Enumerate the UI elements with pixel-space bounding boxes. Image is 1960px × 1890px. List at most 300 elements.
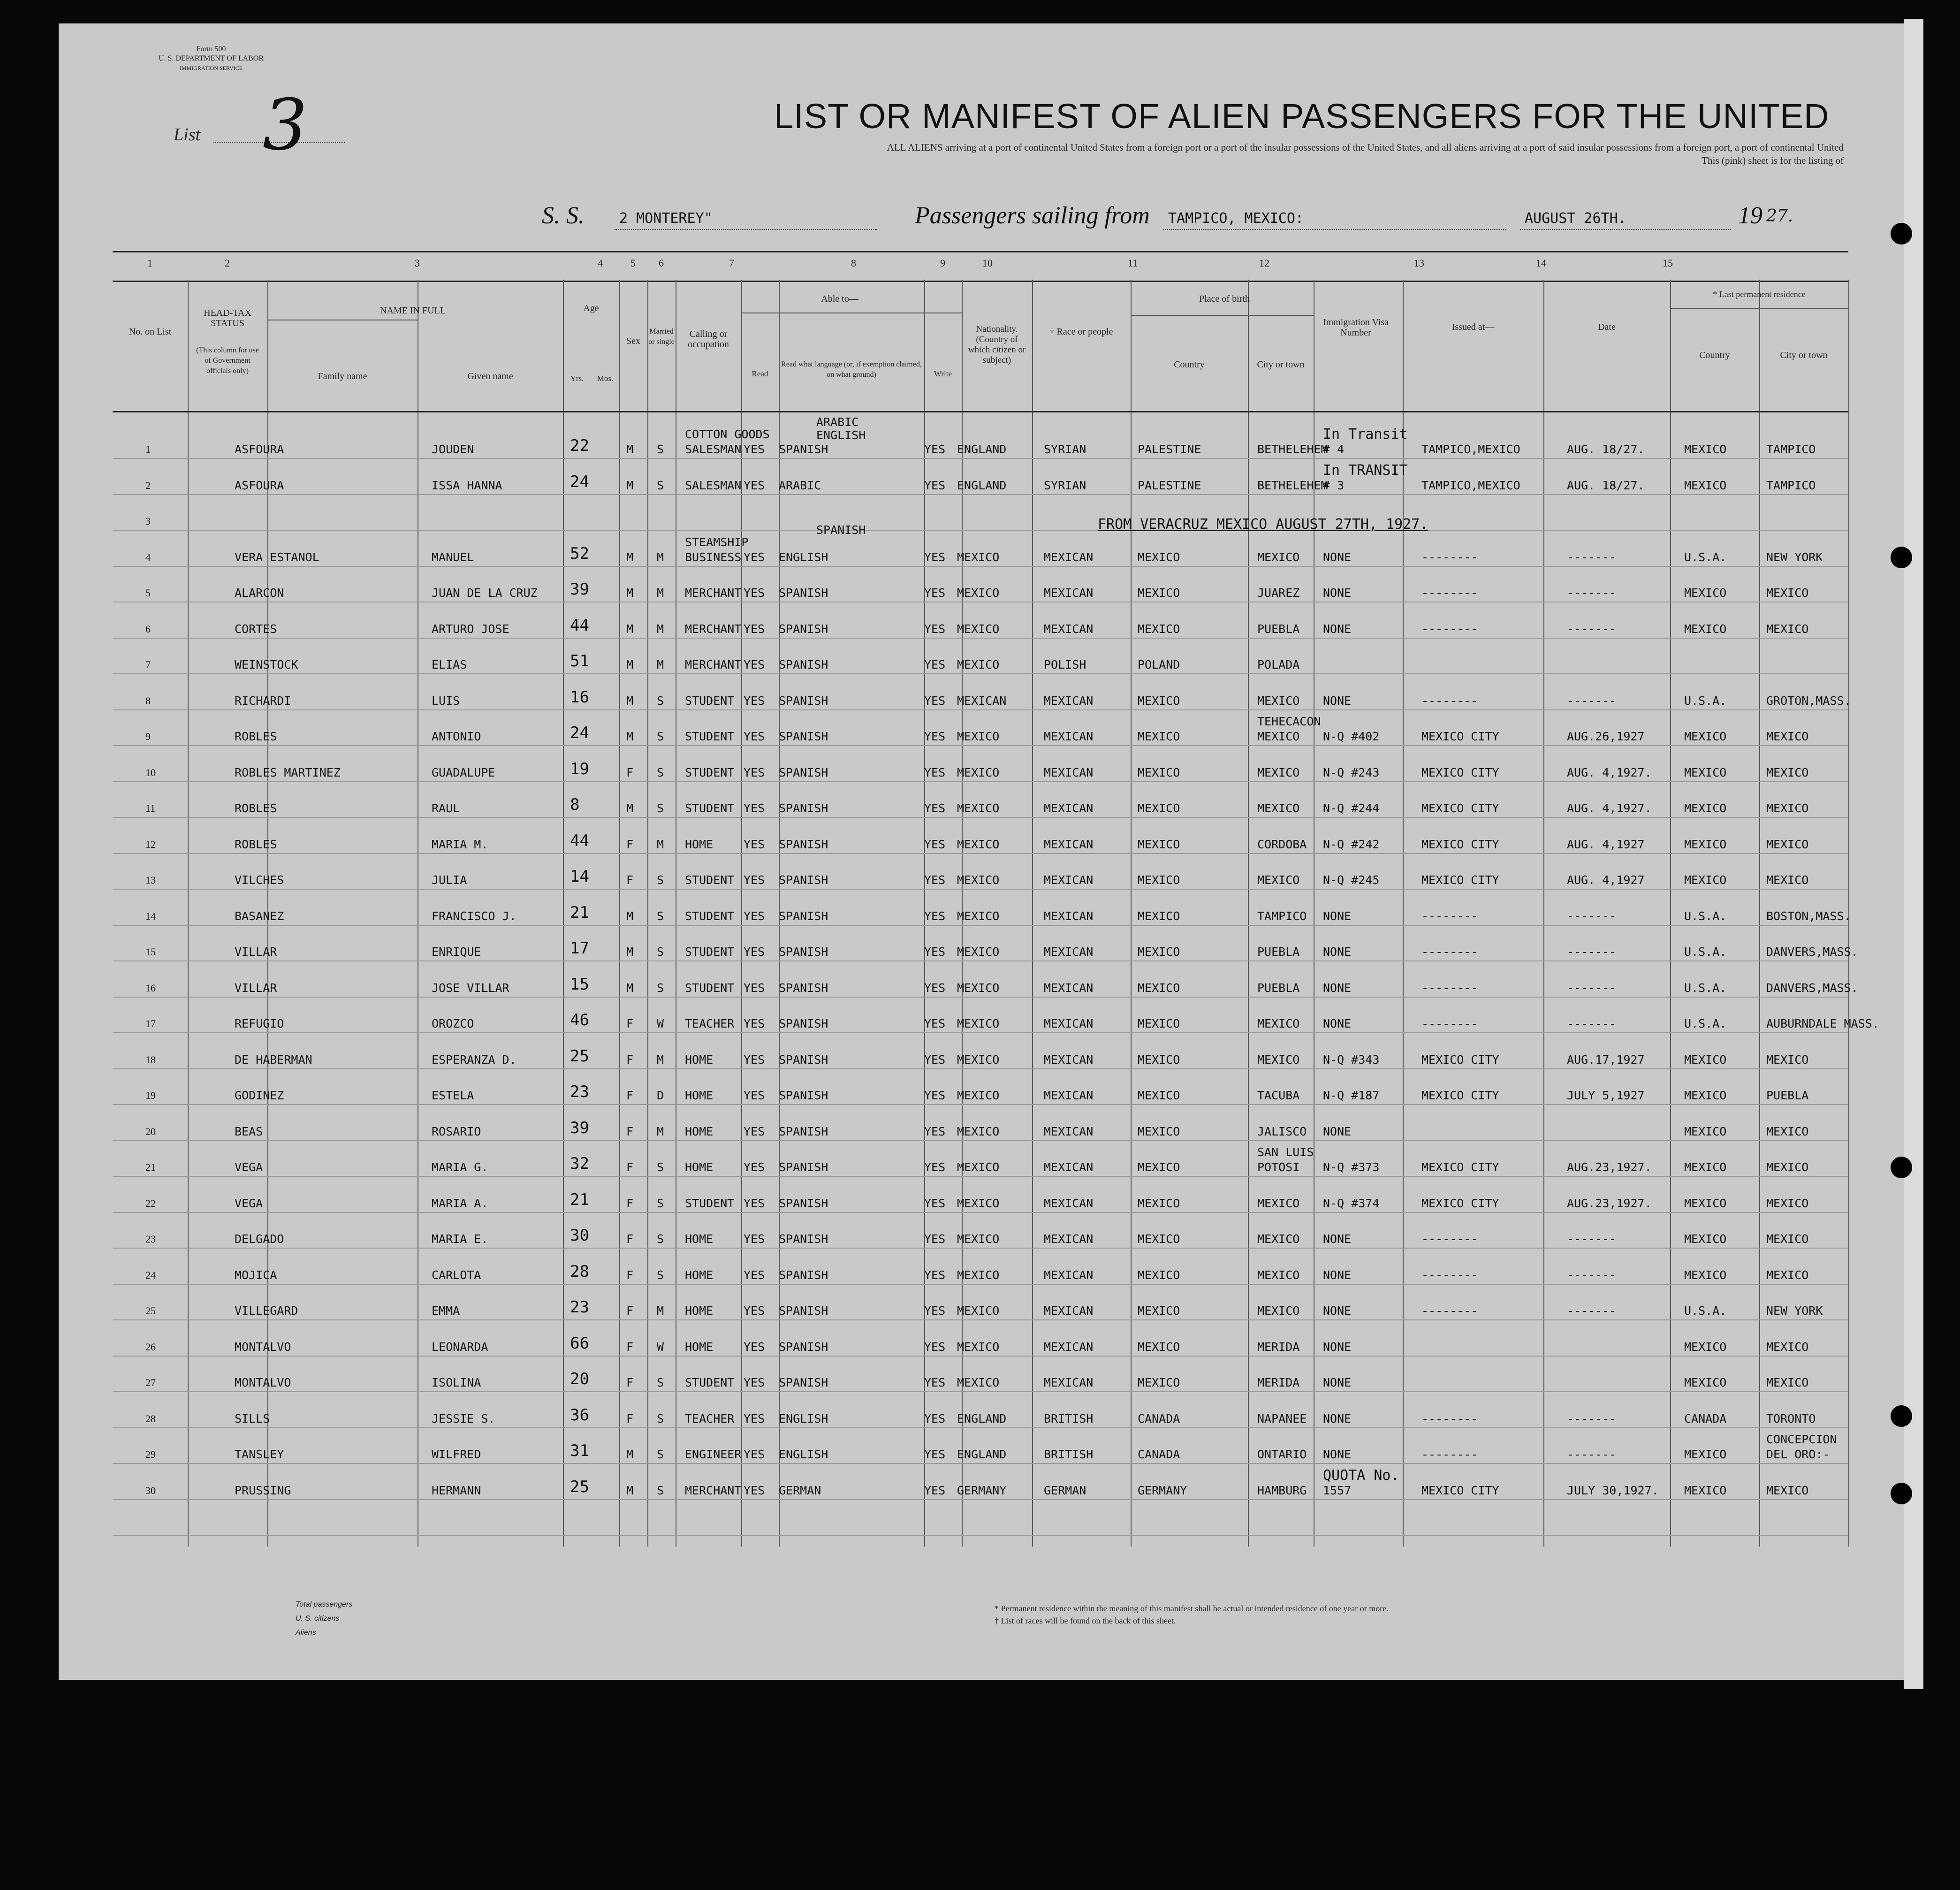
given-name: JESSIE S. [432,1411,495,1425]
row-number: 16 [145,982,156,994]
language: SPANISH [779,1017,828,1030]
header-given-name: Given name [467,371,513,381]
language: SPANISH [779,1232,828,1246]
header-bracket [741,312,962,313]
can-read: YES [744,1196,765,1210]
sex: M [626,694,634,708]
can-write: YES [924,1089,946,1102]
header-country: Country [1174,359,1205,370]
residence-city: MEXICO [1766,873,1809,887]
age: 21 [570,1190,589,1209]
occupation: STUDENT [685,694,735,708]
birth-city: MEXICO [1257,1017,1300,1030]
year-suffix: 27. [1766,206,1793,226]
header-city: City or town [1257,359,1305,370]
residence-country: U.S.A. [1684,550,1727,564]
residence-city: MEXICO [1766,586,1809,600]
can-write: YES [924,478,946,492]
row-number: 3 [145,515,151,527]
visa-date: AUG.23,1927. [1567,1196,1652,1210]
header-family-name: Family name [318,371,367,381]
can-write: YES [924,1483,946,1497]
birth-city: MEXICO [1257,765,1300,779]
sailing-date: AUGUST 26TH. [1525,210,1626,227]
table-row [113,1334,1848,1373]
birth-city: MEXICO [1257,1304,1300,1318]
can-write: YES [924,909,946,923]
visa-number: NONE [1323,1411,1352,1425]
can-write: YES [924,837,946,851]
race: MEXICAN [1044,801,1094,815]
sex: M [626,945,634,959]
can-read: YES [744,1160,765,1174]
visa-date: AUG. 18/27. [1567,478,1645,492]
language: GERMAN [779,1483,821,1497]
header-bracket [1670,308,1848,309]
age: 16 [570,687,589,707]
header-head-tax: HEAD-TAX STATUS [204,308,251,328]
service: IMMIGRATION SERVICE [179,65,243,71]
can-write: YES [924,1340,946,1354]
family-name: SILLS [235,1411,270,1425]
sex: M [626,801,634,815]
given-name: GUADALUPE [432,765,495,779]
residence-country: U.S.A. [1684,1017,1727,1030]
row-number: 10 [145,766,156,778]
can-write: YES [924,1052,946,1067]
birth-city: ONTARIO [1257,1448,1307,1461]
birth-country: MEXICO [1138,550,1180,564]
language: SPANISH [779,909,828,923]
visa-number: NONE [1323,1268,1352,1282]
occupation: STUDENT [685,1376,735,1389]
table-row [113,1405,1848,1445]
can-read: YES [744,550,765,564]
visa-number: NONE [1323,981,1352,995]
sex: F [626,837,634,851]
age: 22 [570,436,589,455]
can-write: YES [924,694,946,708]
issued-at: MEXICO CITY [1421,1196,1499,1210]
visa-number: NONE [1323,909,1352,923]
given-name: EMMA [432,1304,460,1318]
can-write: YES [924,1448,946,1461]
family-name: ROBLES MARTINEZ [235,765,341,779]
nationality: MEXICO [957,1017,1000,1030]
birth-country: MEXICO [1138,1124,1180,1138]
occupation: HOME [685,837,714,851]
nationality: MEXICO [957,1089,1000,1102]
marital-status: S [657,1232,664,1246]
marital-status: S [657,981,664,995]
race: SYRIAN [1044,478,1086,492]
family-name: VERA ESTANOL [235,550,319,564]
language: SPANISH [779,1340,828,1354]
row-number: 28 [145,1412,156,1425]
table-row [113,580,1848,619]
can-write: YES [924,981,946,995]
sailing-port: TAMPICO, MEXICO: [1168,210,1304,227]
can-write: YES [924,586,946,600]
header-no-on-list: No. on List [129,327,172,337]
age: 24 [570,724,589,742]
language: SPANISH [779,1160,828,1174]
family-name: DELGADO [235,1232,284,1246]
birth-country: PALESTINE [1138,478,1201,492]
family-name: VEGA [235,1160,263,1174]
age: 23 [570,1082,589,1101]
marital-status: D [657,1089,664,1102]
nationality: MEXICO [957,1052,1000,1067]
row-number: 20 [145,1125,156,1137]
language: SPANISH [779,1052,828,1067]
visa-date: AUG. 18/27. [1567,442,1645,456]
occupation: MERCHANT [685,622,742,636]
visa-date: JULY 5,1927 [1567,1089,1645,1102]
age: 39 [570,1118,589,1137]
nationality: MEXICO [957,622,1000,636]
nationality: MEXICO [957,873,1000,887]
language: ENGLISH [779,550,828,564]
row-number: 15 [145,946,156,958]
form-number: Form 500 [196,45,226,53]
birth-city: BETHELEHEM [1257,442,1328,456]
race: MEXICAN [1044,981,1094,995]
race: MEXICAN [1044,586,1094,600]
sex: F [626,1052,634,1067]
given-name: RAUL [432,801,460,815]
birth-country: CANADA [1138,1448,1180,1461]
occupation: HOME [685,1124,714,1138]
table-row [113,1118,1848,1158]
can-write: YES [924,1160,946,1174]
nationality: MEXICO [957,1340,1000,1354]
row-number: 6 [145,623,151,635]
sex: M [626,442,634,456]
visa-number: NONE [1323,1304,1352,1318]
can-read: YES [744,694,765,708]
given-name: ANTONIO [432,730,481,743]
residence-city: MEXICO [1766,1052,1809,1067]
marital-status: S [657,873,664,887]
visa-date: ------- [1567,1304,1617,1318]
birth-city: MEXICO [1257,1268,1300,1282]
residence-city-line: CONCEPCION [1766,1433,1837,1446]
family-name: CORTES [235,622,277,636]
can-write: YES [924,765,946,779]
birth-city: TAMPICO [1257,909,1307,923]
header-res-country: Country [1699,350,1730,360]
occupation: STUDENT [685,730,735,743]
residence-country: MEXICO [1684,1340,1727,1354]
residence-country: MEXICO [1684,1089,1727,1102]
row-number: 13 [145,874,156,886]
ship-name: 2 MONTEREY" [619,210,713,227]
marital-status: S [657,694,664,708]
given-name: ENRIQUE [432,945,481,959]
row-number: 14 [145,910,156,922]
nationality: MEXICO [957,1160,1000,1174]
issued-at: -------- [1421,909,1478,923]
can-read: YES [744,837,765,851]
page-edge [1904,19,1923,1689]
row-number: 2 [145,479,151,491]
birth-city: JALISCO [1257,1124,1307,1138]
race: MEXICAN [1044,909,1094,923]
age: 52 [570,544,589,563]
birth-city-line: SAN LUIS [1257,1145,1314,1159]
column-number: 5 [631,257,636,269]
marital-status: M [657,1124,664,1138]
marital-status: M [657,550,664,564]
residence-city: DANVERS,MASS. [1766,945,1858,959]
can-read: YES [744,1268,765,1282]
sex: M [626,730,634,743]
family-name: TANSLEY [235,1448,284,1461]
residence-country: MEXICO [1684,765,1727,779]
family-name: VILLAR [235,981,277,995]
race: MEXICAN [1044,622,1094,636]
table-row [113,1262,1848,1301]
form-header [136,45,286,73]
row-rule [113,1535,1848,1536]
visa-number: NONE [1323,1376,1352,1389]
occupation: HOME [685,1160,714,1174]
residence-country: U.S.A. [1684,694,1727,708]
header-married: Married or single [648,328,675,346]
birth-city: PUEBLA [1257,981,1300,995]
birth-city: MERIDA [1257,1340,1300,1354]
header-calling: Calling or occupation [688,329,729,350]
residence-city: NEW YORK [1766,1304,1823,1318]
marital-status: S [657,442,664,456]
race: MEXICAN [1044,1160,1094,1174]
header-race: † Race or people [1049,327,1113,337]
age: 28 [570,1262,589,1281]
visa-date: AUG. 4,1927 [1567,873,1645,887]
language-line: ARABIC ENGLISH [816,415,866,442]
residence-country: U.S.A. [1684,909,1727,923]
row-number: 30 [145,1484,156,1496]
residence-city: MEXICO [1766,1196,1809,1210]
birth-country: CANADA [1138,1411,1180,1425]
can-read: YES [744,622,765,636]
nationality: MEXICO [957,837,1000,851]
residence-country: CANADA [1684,1411,1727,1425]
language: SPANISH [779,837,828,851]
can-read: YES [744,1483,765,1497]
race: MEXICAN [1044,765,1094,779]
language-line: SPANISH [816,523,866,537]
marital-status: S [657,1448,664,1461]
residence-city: MEXICO [1766,765,1809,779]
birth-country: MEXICO [1138,945,1180,959]
can-write: YES [924,945,946,959]
issued-at: MEXICO CITY [1421,837,1499,851]
sex: M [626,478,634,492]
marital-status: S [657,478,664,492]
marital-status: S [657,765,664,779]
residence-country: MEXICO [1684,478,1727,492]
can-read: YES [744,1017,765,1030]
visa-number: N-Q #242 [1323,837,1380,851]
residence-city: MEXICO [1766,1268,1809,1282]
residence-country: MEXICO [1684,1376,1727,1389]
residence-country: MEXICO [1684,622,1727,636]
language: SPANISH [779,658,828,671]
occupation: HOME [685,1089,714,1102]
family-name: BASANEZ [235,909,284,923]
visa-note: In TRANSIT [1323,462,1408,479]
sex: M [626,909,634,923]
family-name: BEAS [235,1124,263,1138]
nationality: MEXICO [957,765,1000,779]
column-number: 12 [1259,257,1269,269]
table-row [113,1190,1848,1229]
residence-city: DEL ORO:- [1766,1448,1830,1461]
footnote-races: † List of races will be found on the back of this sheet. [995,1616,1176,1625]
manifest-title: LIST OR MANIFEST OF ALIEN PASSENGERS FOR THE UNITED [774,97,1830,136]
visa-number: # 3 [1323,478,1345,492]
language: SPANISH [779,1304,828,1318]
birth-city: POTOSI [1257,1160,1300,1174]
row-number: 21 [145,1161,156,1173]
given-name: JUAN DE LA CRUZ [432,586,538,600]
sex: F [626,873,634,887]
can-write: YES [924,550,946,564]
table-row [113,975,1858,1014]
occupation-line: COTTON GOODS [685,427,770,441]
issued-at: MEXICO CITY [1421,1483,1499,1497]
language: SPANISH [779,730,828,743]
table-row [113,1046,1848,1086]
occupation: STUDENT [685,765,735,779]
birth-city-line: TEHECACON [1257,715,1321,728]
birth-city: MERIDA [1257,1376,1300,1389]
visa-date: AUG. 4,1927. [1567,765,1652,779]
visa-date: ------- [1567,1232,1617,1246]
sex: F [626,1124,634,1138]
given-name: MARIA A. [432,1196,488,1210]
column-number: 7 [729,257,734,269]
table-row [113,1145,1848,1193]
marital-status: S [657,1376,664,1389]
given-name: FRANCISCO J. [432,909,517,923]
can-write: YES [924,1411,946,1425]
header-age: Age [583,303,599,313]
visa-number: N-Q #244 [1323,801,1380,815]
residence-city: BOSTON,MASS. [1766,909,1851,923]
header-yrs: Yrs. [570,374,584,383]
race: MEXICAN [1044,873,1094,887]
race: MEXICAN [1044,1017,1094,1030]
visa-number: N-Q #373 [1323,1160,1380,1174]
birth-country: MEXICO [1138,1268,1180,1282]
age: 31 [570,1441,589,1460]
can-read: YES [744,1089,765,1102]
marital-status: S [657,945,664,959]
birth-country: MEXICO [1138,801,1180,815]
given-name: JULIA [432,873,467,887]
visa-number: N-Q #187 [1323,1089,1380,1102]
visa-date: AUG.23,1927. [1567,1160,1652,1174]
birth-country: MEXICO [1138,1340,1180,1354]
can-read: YES [744,1340,765,1354]
birth-country: MEXICO [1138,622,1180,636]
language: SPANISH [779,622,828,636]
footnote-residence: * Permanent residence within the meaning of this manifest shall be actual or intended residence of one year or more. [995,1604,1389,1613]
nationality: MEXICAN [957,694,1007,708]
occupation: MERCHANT [685,586,742,600]
column-number: 13 [1414,257,1424,269]
language: SPANISH [779,586,828,600]
table-row [113,1298,1848,1337]
race: MEXICAN [1044,1376,1094,1389]
issued-at: MEXICO CITY [1421,1052,1499,1067]
family-name: GODINEZ [235,1089,284,1102]
family-name: MOJICA [235,1268,277,1282]
table-row [113,903,1851,942]
can-write: YES [924,730,946,743]
visa-number: NONE [1323,694,1352,708]
marital-status: S [657,801,664,815]
sex: F [626,1304,634,1318]
marital-status: M [657,1304,664,1318]
residence-city: MEXICO [1766,622,1809,636]
race: MEXICAN [1044,1304,1094,1318]
row-number: 9 [145,731,151,742]
header-visa: Immigration Visa Number [1322,317,1389,338]
residence-city: MEXICO [1766,1340,1809,1354]
table-row [113,415,1848,479]
birth-country: MEXICO [1138,1304,1180,1318]
residence-country: U.S.A. [1684,981,1727,995]
occupation: STUDENT [685,873,735,887]
binder-hole [1891,547,1912,568]
header-issued-at: Issued at— [1451,322,1495,332]
manifest-table [113,280,1879,1547]
can-read: YES [744,981,765,995]
family-name: VILCHES [235,873,284,887]
issued-at: -------- [1421,694,1478,708]
visa-date: ------- [1567,1448,1617,1461]
age: 44 [570,831,589,850]
residence-country: MEXICO [1684,801,1727,815]
visa-number: # 4 [1323,442,1345,456]
language: ENGLISH [779,1411,828,1425]
birth-country: MEXICO [1138,1089,1180,1102]
row-number: 1 [145,443,151,455]
can-read: YES [744,945,765,959]
birth-city: MEXICO [1257,550,1300,564]
port-line [1163,229,1506,230]
given-name: WILFRED [432,1448,481,1461]
birth-city: MEXICO [1257,1232,1300,1246]
table-row [113,652,1848,691]
issued-at: MEXICO CITY [1421,801,1499,815]
birth-country: MEXICO [1138,1196,1180,1210]
manifest-subtitle: ALL ALIENS arriving at a port of continental United States from a foreign port or a port of the insular possessions of the United States, and all aliens arriving at a port of said insular possessions from a foreign port, a port of continental United This (pink) sheet is for the listing of [887,142,1844,166]
row-number: 19 [145,1090,156,1101]
residence-country: U.S.A. [1684,1304,1727,1318]
occupation: HOME [685,1340,714,1354]
marital-status: S [657,1483,664,1497]
given-name: LUIS [432,694,460,708]
can-write: YES [924,873,946,887]
header-bracket [1131,315,1314,316]
can-read: YES [744,1448,765,1461]
marital-status: S [657,1196,664,1210]
